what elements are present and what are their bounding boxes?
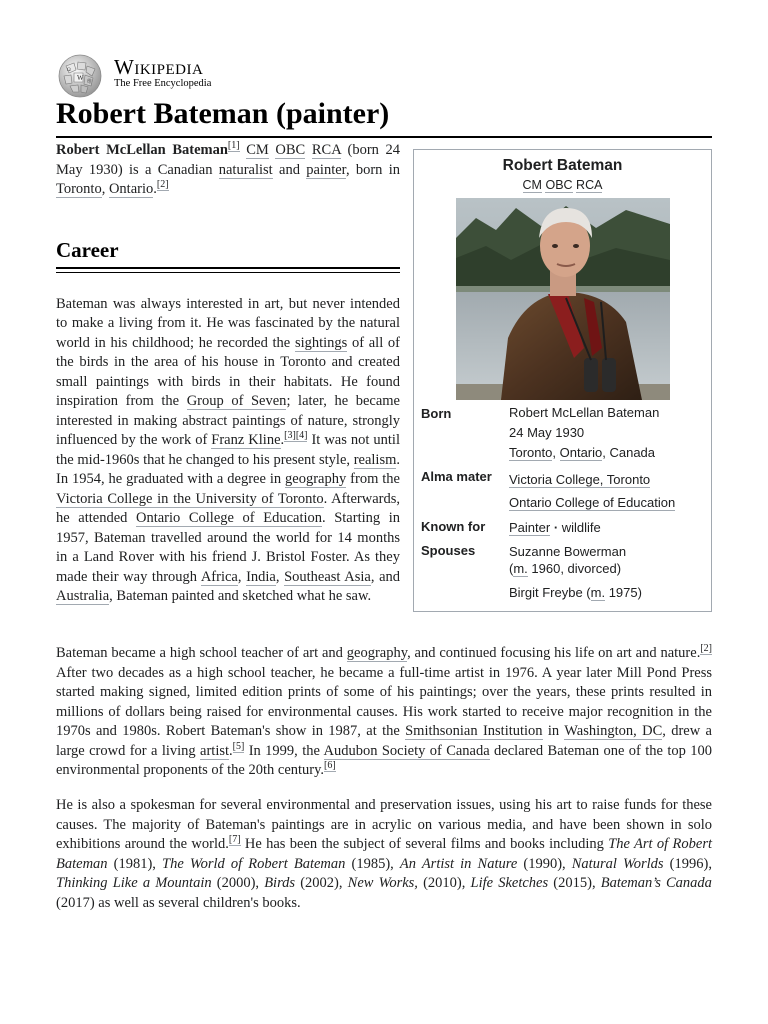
india-link[interactable]: India [246, 568, 276, 585]
work-title: Birds [264, 875, 296, 891]
infobox [413, 149, 712, 612]
infobox-title: Robert Bateman [502, 157, 623, 174]
work-title: Thinking Like a Mountain [56, 875, 212, 891]
southeast-asia-link[interactable]: Southeast Asia [284, 568, 371, 585]
ontario-link[interactable]: Ontario [559, 445, 603, 460]
infobox-value: Painter · wildlife [509, 520, 601, 535]
reference-link[interactable]: [3] [284, 430, 296, 441]
infobox-label: Born [421, 406, 452, 421]
career-paragraph-3: He is also a spokesman for several environmental and preservation issues, using his art to raise funds for these causes. The majority of Bateman's paintings are in acrylic on various media, and have been shown in solo exhibitions around the world.[7] He has been the subject of several films and books including The Art of Robert Bateman (1981), The World of Robert Bateman (1985), An Artist in Nature (1990), Natural Worlds (1996), Thinking Like a Mountain (2000), Birds (2002), New Works, (2010), Life Sketches (2015), Bateman’s Canada (2017) as well as several children's books. [56, 797, 712, 911]
reference-link[interactable]: [4] [295, 430, 308, 441]
postnominal-link[interactable]: OBC [545, 178, 573, 192]
married-abbr: m. [513, 561, 528, 576]
section-heading-career: Career [56, 238, 119, 262]
ontario-link[interactable]: Ontario [108, 181, 154, 197]
audubon-society-link[interactable]: Audubon Society of Canada [323, 742, 490, 759]
title-divider [56, 136, 712, 138]
reference-link[interactable]: [2] [700, 643, 712, 654]
page-title: Robert Bateman (painter) [56, 97, 390, 130]
sightings-link[interactable]: sightings [294, 334, 348, 351]
painter-link[interactable]: Painter [509, 520, 551, 535]
postnominal-link[interactable]: RCA [311, 142, 341, 158]
geography-link[interactable]: geography [285, 471, 347, 487]
realism-link[interactable]: realism [353, 451, 397, 468]
victoria-college-link[interactable]: Victoria College, Toronto [509, 472, 651, 487]
infobox-label: Known for [421, 519, 486, 534]
geography-link[interactable]: geography [346, 645, 408, 661]
naturalist-link[interactable]: naturalist [218, 161, 273, 178]
ontario-college-link[interactable]: Ontario College of Education [509, 495, 676, 510]
australia-link[interactable]: Australia [56, 588, 110, 604]
career-paragraph-1: Bateman was always interested in art, but never intended to make a living from it. He was fascinated by the natural world in his childhood; he recorded the sightings of all of the birds in the area of his house in Toronto and created small paintings with birds in their habitats. He found inspiration from the Group of Seven; later, he became interested in making abstract paintings of nature, strongly influenced by the work of Franz Kline.[3][4] It was not until the mid-1960s that he changed to his present style, realism. In 1954, he graduated with a degree in geography from the Victoria College in the University of Toronto. Afterwards, he attended Ontario College of Education. Starting in 1957, Bateman travelled around the world for 14 months in a Land Rover with his friend J. Bristol Foster. As they made their way through Africa, India, Southeast Asia, and Australia, Bateman painted and sketched what he saw. [56, 295, 401, 604]
career-section-header [56, 236, 400, 273]
married-abbr: m. [590, 585, 606, 600]
postnominal-link[interactable]: CM [522, 178, 542, 192]
infobox-label: Alma mater [421, 469, 492, 484]
work-title: The World of Robert Bateman [162, 855, 346, 872]
work-title: The Art of Robert Bateman [56, 836, 712, 872]
smithsonian-link[interactable]: Smithsonian Institution [405, 723, 543, 739]
career-paragraph-2: Bateman became a high school teacher of art and geography, and continued focusing his life on art and nature.[2] After two decades as a high school teacher, he became a full-time artist in 1976. A year later Mill Pond Press started making signed, limited edition prints of some of his paintings; over the years, these prints resulted in millions of dollars being raised for environmental causes. His work started to receive major recognition in the 1970s and 1980s. Robert Bateman's show in 1987, at the Smithsonian Institution in Washington, DC, drew a large crowd for a living artist.[5] In 1999, the Audubon Society of Canada declared Bateman one of the top 100 environmental proponents of the 20th century.[6] [56, 643, 712, 778]
wikipedia-logo[interactable] [56, 54, 211, 98]
toronto-link[interactable]: Toronto [509, 445, 553, 460]
work-title: New Works, [347, 875, 418, 891]
subject-name: Robert McLellan Bateman [56, 142, 228, 158]
infobox-value: Suzanne Bowerman (m. 1960, divorced) Birgit Freybe (m. 1975) [509, 544, 642, 600]
svg-text:Ω: Ω [67, 68, 71, 73]
victoria-college-link[interactable]: Victoria College in the University of Toronto [56, 490, 324, 507]
wordmark [114, 56, 211, 90]
reference-link[interactable]: [1] [227, 140, 240, 151]
reference-link[interactable]: [6] [324, 760, 336, 771]
work-title: Life Sketches [470, 875, 549, 891]
africa-link[interactable]: Africa [200, 568, 238, 585]
portrait-illustration [456, 198, 670, 400]
ontario-college-link[interactable]: Ontario College of Education [135, 510, 322, 526]
infobox-value [509, 468, 709, 514]
work-title: An Artist in Nature [399, 855, 518, 872]
reference-link[interactable]: [7] [228, 834, 241, 845]
painter-link[interactable]: painter [306, 161, 346, 178]
work-title: Natural Worlds [571, 855, 664, 872]
heading-rule [56, 267, 400, 269]
postnominal-link[interactable]: OBC [275, 142, 306, 158]
wikipedia-globe-icon [56, 54, 104, 98]
toronto-link[interactable]: Toronto [56, 181, 102, 197]
infobox-value: Robert McLellan Bateman 24 May 1930 Toronto, Ontario, Canada [509, 405, 660, 460]
svg-text:维: 维 [87, 80, 93, 85]
franz-kline-link[interactable]: Franz Kline [211, 432, 281, 448]
wordmark-tagline: The Free Encyclopedia [114, 78, 212, 89]
heading-rule [56, 272, 400, 273]
reference-link[interactable]: [2] [156, 179, 169, 190]
artist-link[interactable]: artist [200, 742, 230, 759]
portrait-photo[interactable] [456, 198, 670, 400]
postnominal-link[interactable]: RCA [576, 178, 603, 192]
group-of-seven-link[interactable]: Group of Seven [186, 393, 287, 409]
work-title: Bateman’s Canada [600, 875, 712, 891]
infobox-label: Spouses [421, 543, 476, 558]
washington-dc-link[interactable]: Washington, DC [564, 723, 663, 739]
reference-link[interactable]: [5] [232, 740, 245, 752]
postnominal-link[interactable]: CM [246, 142, 269, 158]
svg-text:W: W [77, 74, 84, 82]
wordmark-title: Wikipedia [114, 55, 204, 79]
lead-paragraph: Robert McLellan Bateman[1] CM OBC RCA (born 24 May 1930) is a Canadian naturalist and painter, born in Toronto, Ontario.[2] [56, 140, 401, 197]
infobox-postnominals [414, 178, 711, 192]
